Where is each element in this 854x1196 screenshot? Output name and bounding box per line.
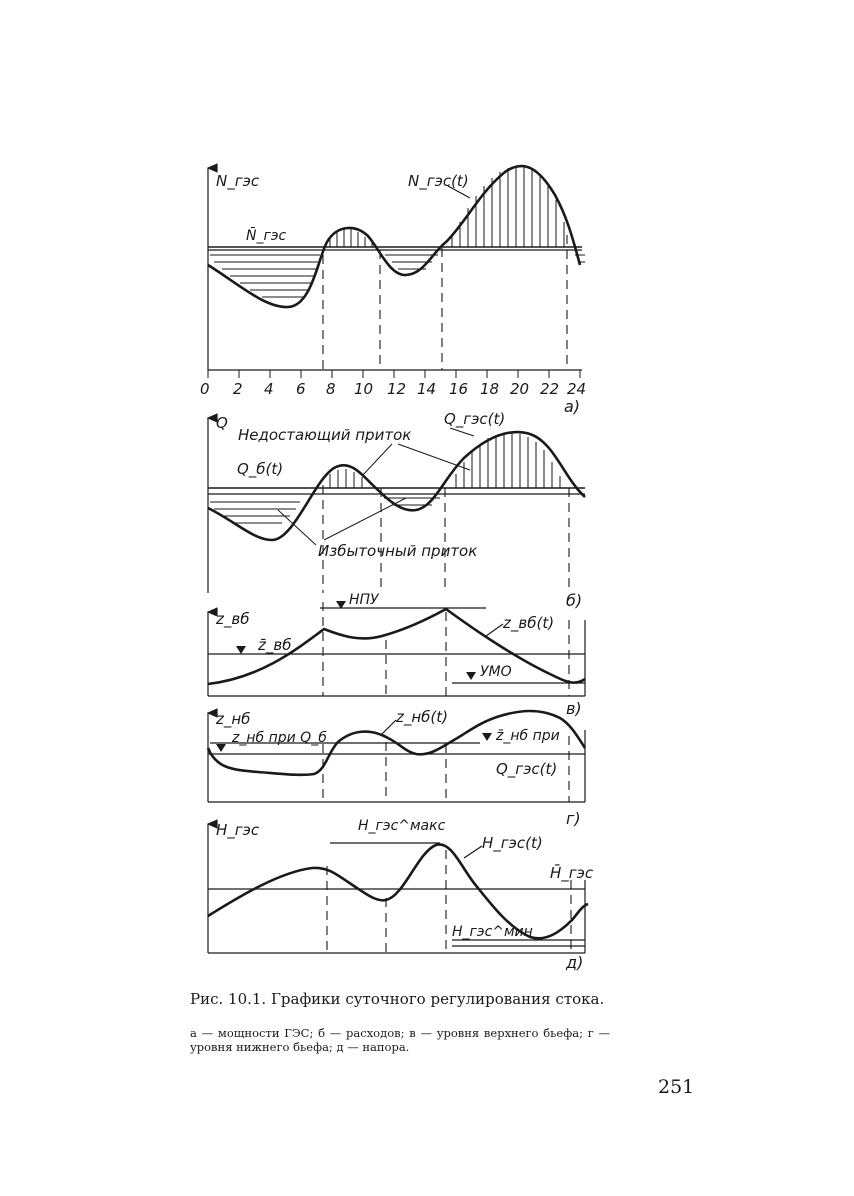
figure-caption-legend: а — мощности ГЭС; б — расходов; в — уровня верхнего бьефа; г — уровня нижнего бьефа; д — напора.	[190, 1026, 610, 1054]
panel-a-dashed-verticals	[323, 235, 567, 370]
panel-c-y-label: z_вб	[216, 610, 250, 628]
panel-a-y-label: N_гэс	[216, 172, 260, 190]
panel-c-upper-level	[208, 592, 585, 718]
panel-d-lower-level	[208, 708, 585, 828]
panel-e-tag: д)	[566, 953, 584, 972]
panel-a-x-ticks	[208, 370, 580, 378]
panel-c-mean-label: z̄_вб	[258, 636, 292, 654]
panel-b-tag: б)	[566, 591, 583, 610]
x-tick-label: 4	[264, 380, 274, 398]
x-tick-label: 6	[296, 380, 306, 398]
panel-e-curve-label: H_гэс(t)	[482, 834, 543, 852]
x-tick-label: 22	[540, 380, 560, 398]
x-tick-label: 10	[354, 380, 374, 398]
panel-a-mean-label: N̄_гэс	[246, 228, 287, 244]
panel-d-y-label: z_нб	[216, 710, 251, 728]
panel-c-npu-label: НПУ	[349, 592, 379, 608]
figure-caption: Рис. 10.1. Графики суточного регулирования стока.	[190, 990, 605, 1008]
panel-e-y-label: H_гэс	[216, 821, 260, 839]
panel-e-head	[208, 818, 594, 972]
panel-c-umo-label: УМО	[480, 664, 512, 680]
panel-d-left-label: z_нб при Q_б	[232, 730, 327, 746]
x-tick-label: 12	[387, 380, 407, 398]
panel-b-curve-label: Q_гэс(t)	[444, 410, 506, 428]
x-tick-label: 0	[200, 380, 210, 398]
panel-b-surplus-label: Избыточный приток	[318, 542, 478, 560]
panel-a-x-tick-labels	[200, 380, 586, 398]
x-tick-label: 24	[567, 380, 587, 398]
panel-b-flow	[208, 410, 585, 610]
panel-a-curve-label: N_гэс(t)	[408, 172, 469, 190]
panel-d-q-label: Q_гэс(t)	[496, 760, 558, 778]
panel-d-curve-label: z_нб(t)	[396, 708, 449, 726]
x-tick-label: 14	[417, 380, 437, 398]
panel-a-tag: а)	[564, 397, 581, 416]
panel-d-tag: г)	[566, 809, 581, 828]
x-tick-label: 16	[449, 380, 469, 398]
panel-e-mean-label: H̄_гэс	[550, 864, 594, 882]
panel-c-curve-label: z_вб(t)	[503, 614, 555, 632]
panel-a-power	[200, 166, 586, 416]
panel-c-tag: в)	[566, 699, 582, 718]
x-tick-label: 18	[480, 380, 500, 398]
page-number: 251	[658, 1076, 695, 1098]
panel-b-mean-label: Q_б(t)	[237, 460, 284, 478]
panel-e-min-label: H_гэс^мин	[452, 924, 533, 940]
x-tick-label: 20	[510, 380, 530, 398]
panel-a-horizontal-hatching	[210, 255, 585, 297]
panel-b-dashed-verticals	[323, 485, 569, 593]
x-tick-label: 2	[233, 380, 243, 398]
x-tick-label: 8	[326, 380, 336, 398]
panel-b-y-label: Q	[216, 414, 228, 432]
panel-b-deficit-label: Недостающий приток	[238, 426, 412, 444]
panel-e-max-label: H_гэс^макс	[358, 818, 446, 834]
panel-d-mean-label: z̄_нб при	[496, 728, 560, 744]
